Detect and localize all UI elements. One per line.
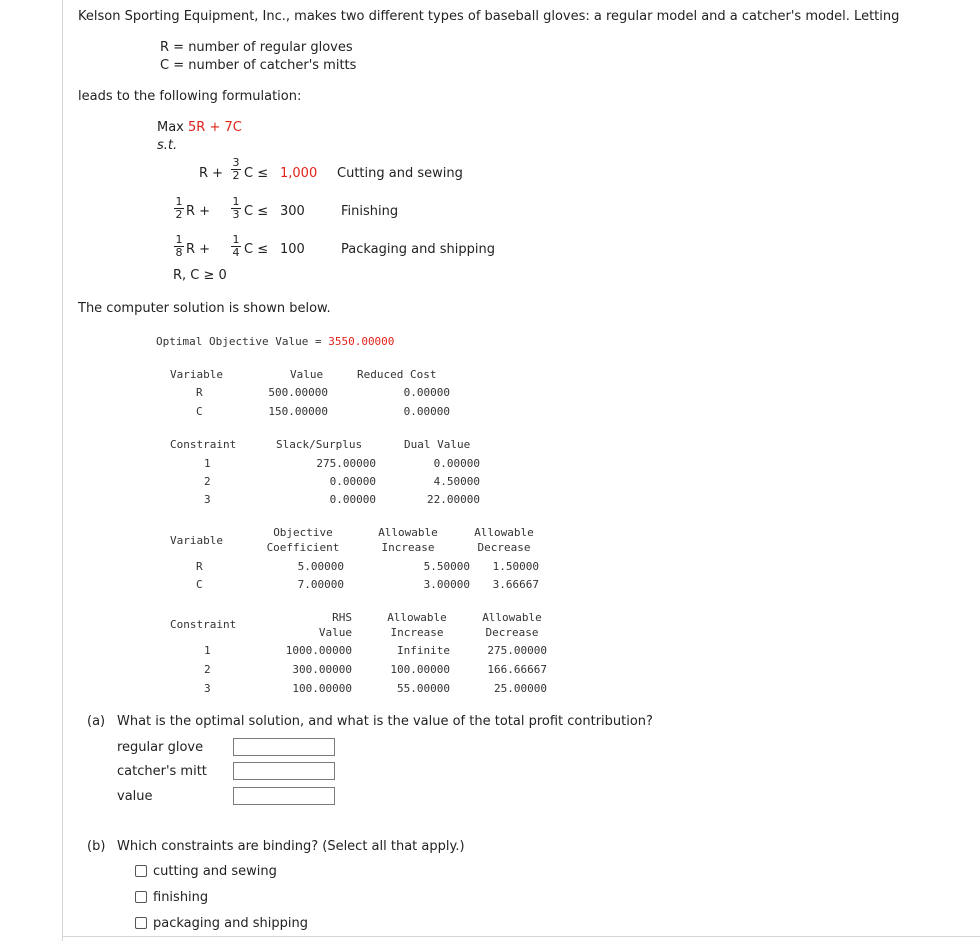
table-cell: R (196, 560, 203, 573)
header-variable: Variable (170, 534, 223, 547)
catchers-mitt-label: catcher's mitt (117, 764, 207, 779)
table-cell: C (196, 578, 203, 591)
table-cell: 5.50000 (423, 560, 470, 573)
packaging-and-shipping-checkbox[interactable] (135, 917, 147, 929)
fraction-numerator: 3 (232, 156, 240, 169)
header-decrease: Decrease (477, 541, 531, 554)
table-cell: 1 (204, 644, 211, 657)
table-cell: 3.00000 (423, 578, 470, 591)
table-cell: R (196, 386, 203, 399)
finishing-checkbox[interactable] (135, 891, 147, 903)
constraint-3-fraction-c (230, 234, 242, 259)
header-dual-value: Dual Value (404, 438, 471, 451)
fraction-denominator: 2 (175, 208, 183, 221)
value-label: value (117, 789, 153, 804)
table-cell: 0.00000 (433, 457, 480, 470)
content-border-left (62, 0, 63, 941)
definition-c: C = number of catcher's mitts (160, 58, 357, 73)
fraction-numerator: 1 (232, 195, 240, 208)
header-value: Value (318, 626, 352, 639)
objective-line (157, 120, 242, 135)
header-allowable: Allowable (378, 526, 438, 539)
header-increase: Increase (390, 626, 444, 639)
table-cell: 166.66667 (487, 663, 547, 676)
fraction-denominator: 2 (232, 169, 240, 182)
constraint-1-name: Cutting and sewing (337, 166, 463, 181)
header-variable: Variable (170, 368, 223, 381)
table-cell: 500.00000 (268, 386, 328, 399)
table-cell: 0.00000 (403, 386, 450, 399)
part-a-label: (a) (87, 714, 106, 729)
constraint-2-rhs: 300 (280, 204, 305, 219)
constraint-1-lhs-a: R + (199, 166, 224, 181)
table-cell: 0.00000 (329, 493, 376, 506)
header-rhs: RHS (332, 611, 352, 624)
header-coefficient: Coefficient (266, 541, 340, 554)
fraction-denominator: 4 (232, 246, 240, 259)
header-value: Value (290, 368, 324, 381)
table-cell: Infinite (397, 644, 450, 657)
leads-text: leads to the following formulation: (78, 89, 302, 104)
header-allowable: Allowable (474, 526, 534, 539)
header-slack-surplus: Slack/Surplus (276, 438, 363, 451)
table-cell: C (196, 405, 203, 418)
header-constraint: Constraint (170, 618, 237, 631)
part-b-label: (b) (87, 839, 106, 854)
table-cell: 1.50000 (492, 560, 539, 573)
table-cell: 2 (204, 475, 211, 488)
header-increase: Increase (381, 541, 435, 554)
packaging-and-shipping-label[interactable]: packaging and shipping (153, 916, 308, 931)
part-b-question: Which constraints are binding? (Select all that apply.) (117, 839, 465, 854)
cutting-and-sewing-checkbox[interactable] (135, 865, 147, 877)
header-allowable: Allowable (387, 611, 447, 624)
constraint-3-lhs-a: R + (186, 242, 211, 257)
table-cell: 3 (204, 493, 211, 506)
header-decrease: Decrease (485, 626, 539, 639)
objective-prefix: Max (157, 120, 184, 135)
computer-solution-text: The computer solution is shown below. (78, 301, 331, 316)
value-input[interactable] (233, 787, 335, 805)
table-cell: 3.66667 (492, 578, 539, 591)
table-cell: 5.00000 (297, 560, 344, 573)
table-cell: 55.00000 (397, 682, 450, 695)
table-cell: 3 (204, 682, 211, 695)
constraint-2-fraction-c (230, 196, 242, 221)
optimal-objective-label: Optimal Objective Value = (156, 335, 322, 348)
optimal-objective-value: 3550.00000 (328, 335, 395, 348)
constraint-1-rhs: 1,000 (280, 166, 318, 181)
regular-glove-label: regular glove (117, 740, 204, 755)
table-cell: 150.00000 (268, 405, 328, 418)
table-cell: 100.00000 (292, 682, 352, 695)
cutting-and-sewing-label[interactable]: cutting and sewing (153, 864, 277, 879)
constraint-2-name: Finishing (341, 204, 399, 219)
fraction-numerator: 1 (232, 233, 240, 246)
constraint-1-lhs-b: C ≤ (244, 166, 269, 181)
definition-r: R = number of regular gloves (160, 40, 353, 55)
constraint-1-fraction-c (230, 157, 242, 182)
regular-glove-input[interactable] (233, 738, 335, 756)
constraint-3-name: Packaging and shipping (341, 242, 495, 257)
header-objective: Objective (273, 526, 333, 539)
constraint-2-lhs-b: C ≤ (244, 204, 269, 219)
nonnegativity: R, C ≥ 0 (173, 268, 227, 283)
fraction-numerator: 1 (175, 195, 183, 208)
constraint-3-lhs-b: C ≤ (244, 242, 269, 257)
header-allowable: Allowable (482, 611, 542, 624)
constraint-2-lhs-a: R + (186, 204, 211, 219)
optimal-objective (156, 335, 394, 348)
objective-expression: 5R + 7C (188, 120, 242, 135)
constraint-2-fraction-r (173, 196, 185, 221)
table-cell: 1000.00000 (285, 644, 352, 657)
subject-to: s.t. (157, 138, 178, 153)
finishing-label[interactable]: finishing (153, 890, 209, 905)
table-cell: 22.00000 (427, 493, 480, 506)
table-cell: 2 (204, 663, 211, 676)
table-cell: 300.00000 (292, 663, 352, 676)
header-reduced-cost: Reduced Cost (357, 368, 437, 381)
table-cell: 0.00000 (329, 475, 376, 488)
table-cell: 275.00000 (487, 644, 547, 657)
table-cell: 7.00000 (297, 578, 344, 591)
catchers-mitt-input[interactable] (233, 762, 335, 780)
table-cell: 100.00000 (390, 663, 450, 676)
constraint-3-rhs: 100 (280, 242, 305, 257)
table-cell: 25.00000 (494, 682, 547, 695)
fraction-numerator: 1 (175, 233, 183, 246)
table-cell: 0.00000 (403, 405, 450, 418)
table-cell: 1 (204, 457, 211, 470)
table-cell: 4.50000 (433, 475, 480, 488)
constraint-3-fraction-r (173, 234, 185, 259)
header-constraint: Constraint (170, 438, 237, 451)
part-a-question: What is the optimal solution, and what is the value of the total profit contribution? (117, 714, 653, 729)
intro-text: Kelson Sporting Equipment, Inc., makes two different types of baseball gloves: a regular model and a catcher's model. Letting (78, 9, 900, 24)
fraction-denominator: 8 (175, 246, 183, 259)
table-cell: 275.00000 (316, 457, 376, 470)
fraction-denominator: 3 (232, 208, 240, 221)
content-border-bottom (62, 936, 980, 937)
